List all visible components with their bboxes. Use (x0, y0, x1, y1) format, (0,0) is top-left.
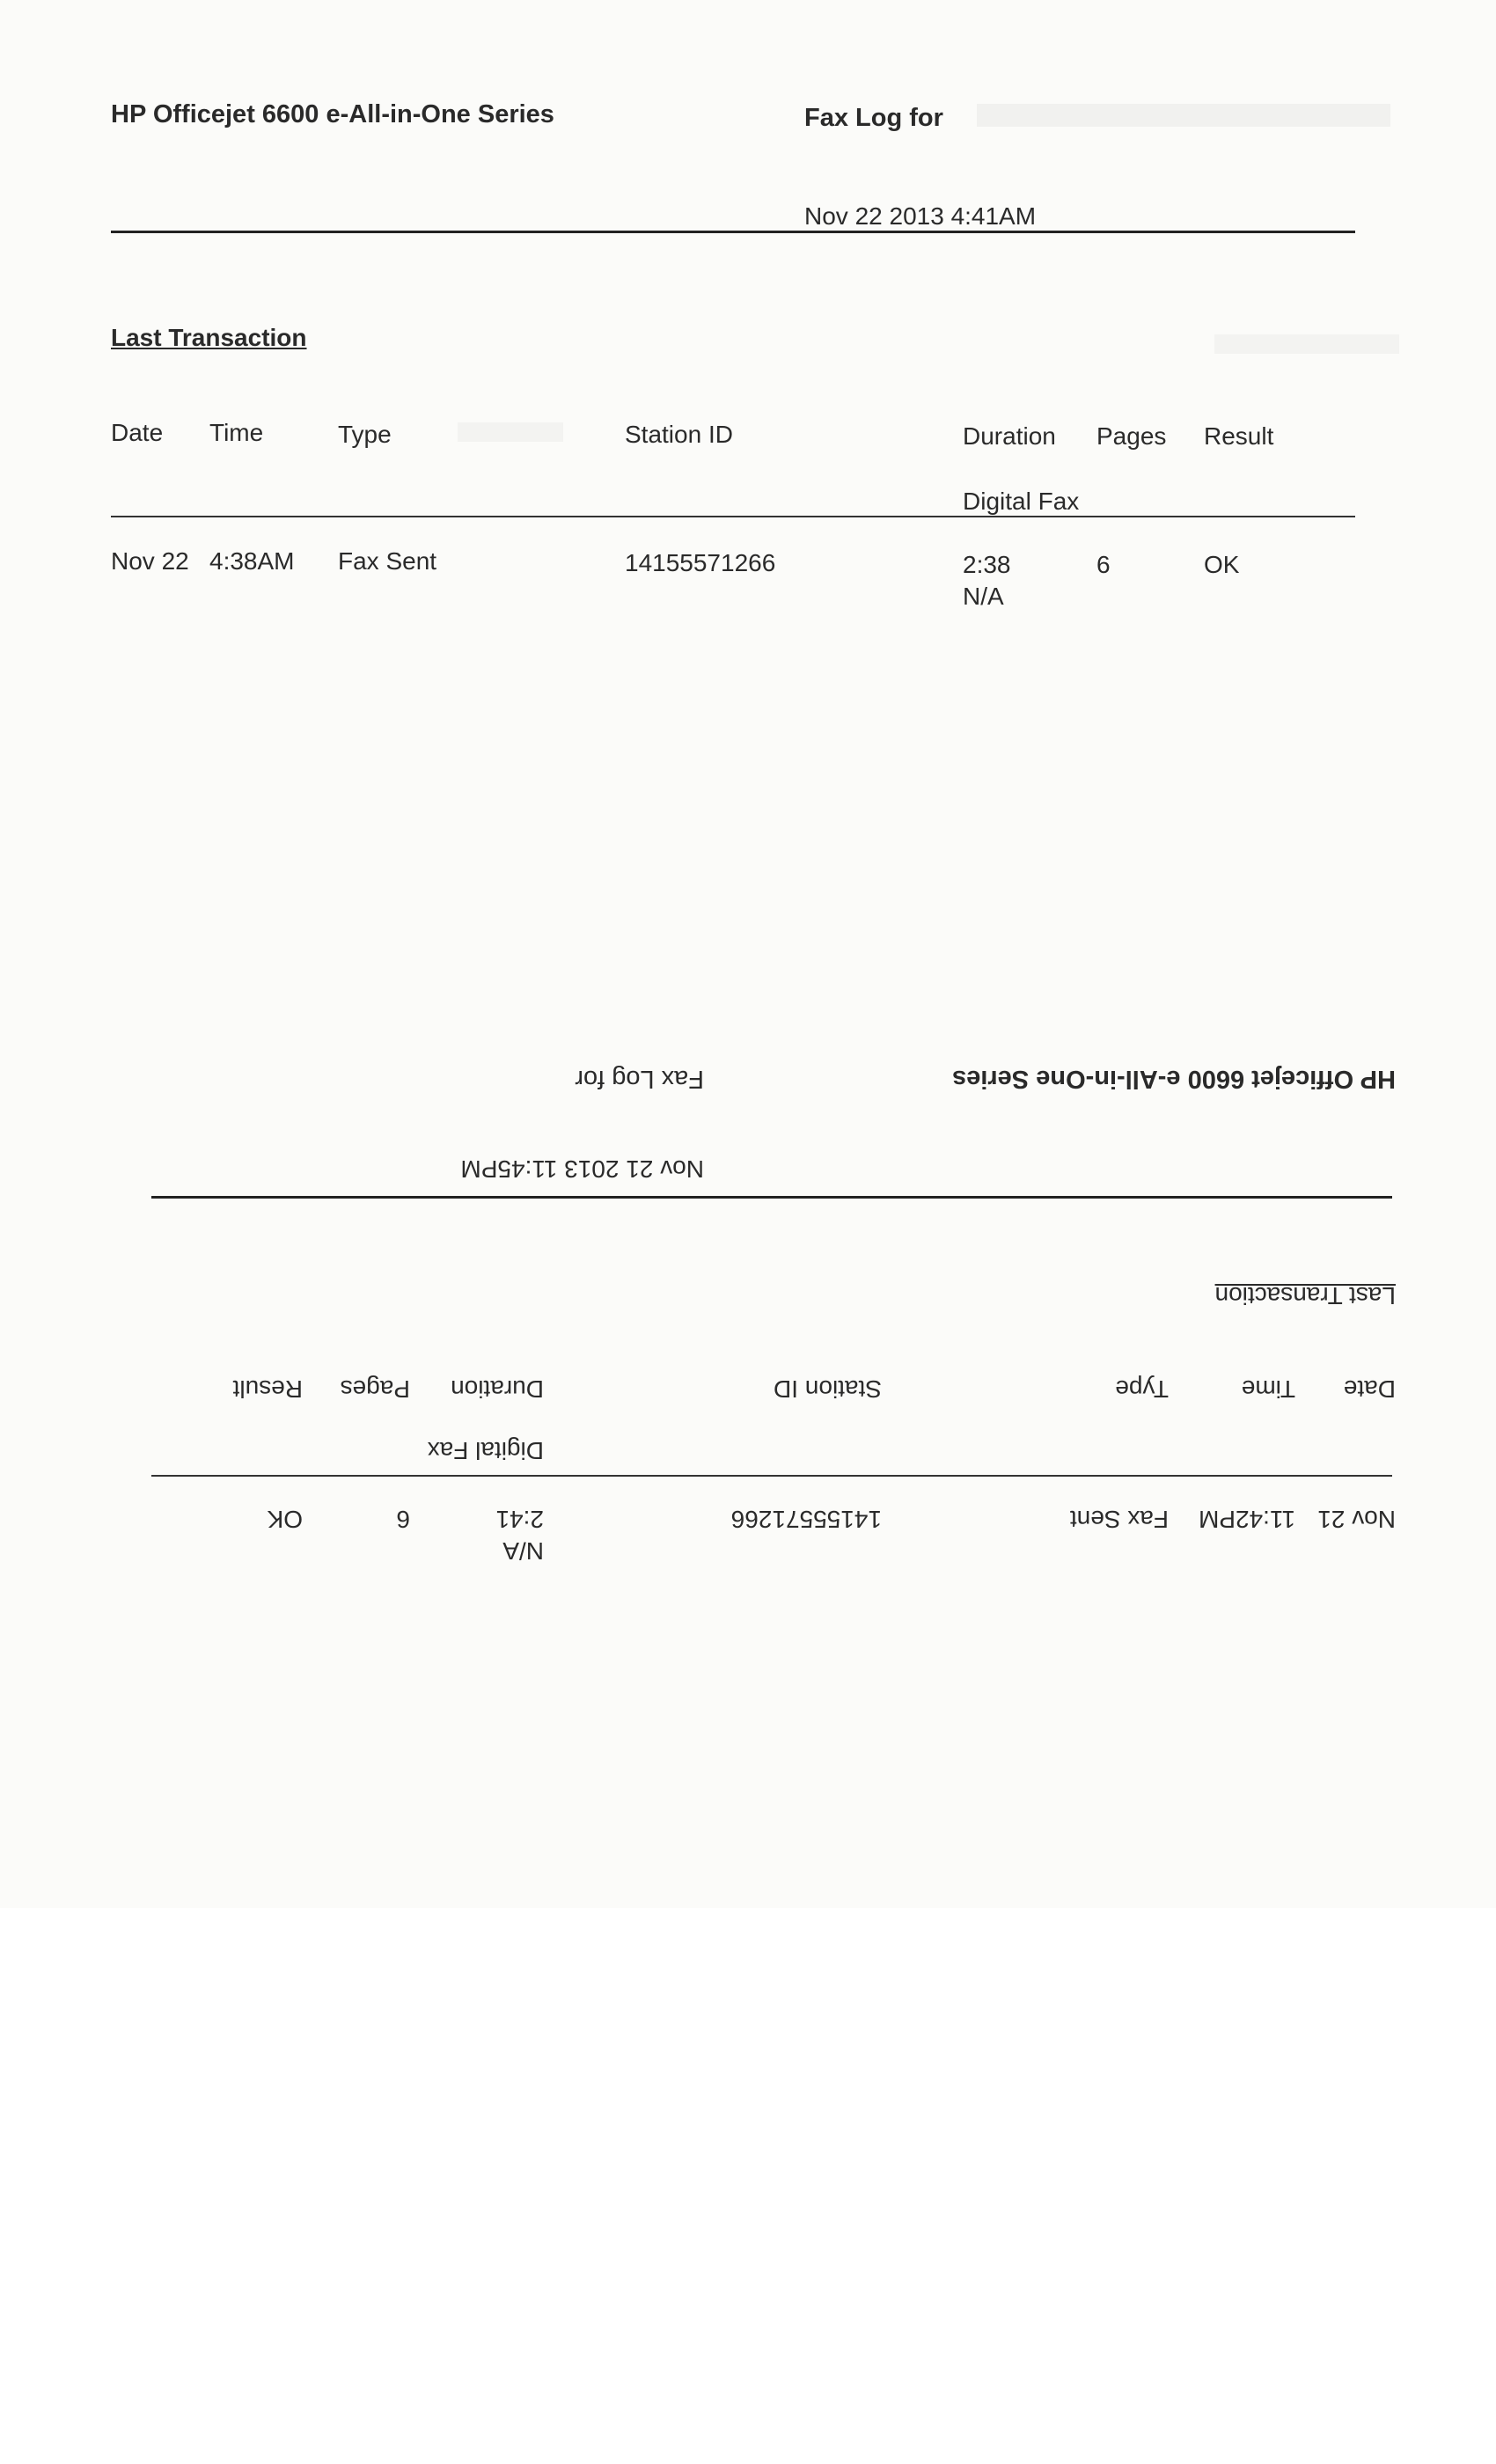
row-digital-fax: N/A (502, 1537, 544, 1565)
header-rule (151, 1196, 1392, 1199)
printer-model: HP Officejet 6600 e-All-in-One Series (952, 1065, 1396, 1093)
column-header-duration: Duration (451, 1375, 544, 1403)
row-pages: 6 (396, 1506, 410, 1533)
table-rule (151, 1475, 1392, 1477)
row-date: Nov 21 (1317, 1506, 1396, 1533)
row-pages: 6 (1096, 551, 1111, 578)
row-date: Nov 22 (111, 547, 189, 575)
column-subheader-digital-fax: Digital Fax (427, 1437, 544, 1464)
column-header-pages: Pages (1096, 422, 1167, 450)
row-type: Fax Sent (1069, 1506, 1169, 1533)
fax-log-upright (0, 0, 1496, 954)
column-header-result: Result (1204, 422, 1274, 450)
row-time: 4:38AM (209, 547, 295, 575)
column-header-time: Time (1241, 1375, 1295, 1403)
report-datetime: Nov 22 2013 4:41AM (804, 202, 1037, 230)
column-header-station-id: Station ID (774, 1375, 882, 1403)
section-title: Last Transaction (111, 324, 307, 351)
column-subheader-digital-fax: Digital Fax (963, 488, 1080, 515)
row-time: 11:42PM (1199, 1506, 1295, 1533)
row-duration: 2:41 (495, 1506, 544, 1533)
section-title: Last Transaction (1214, 1282, 1396, 1309)
column-header-time: Time (209, 419, 264, 446)
report-title: Fax Log for (575, 1065, 704, 1093)
column-header-station-id: Station ID (625, 421, 733, 448)
column-header-duration: Duration (963, 422, 1056, 450)
row-result: OK (1204, 551, 1240, 578)
row-result: OK (267, 1506, 303, 1533)
column-header-pages: Pages (340, 1375, 410, 1403)
row-station-id: 14155571266 (625, 549, 776, 576)
fax-log-inverted (0, 954, 1496, 1908)
table-rule (111, 516, 1355, 517)
column-header-type: Type (1115, 1375, 1169, 1403)
header-rule (111, 231, 1355, 233)
column-header-type: Type (338, 421, 392, 448)
row-digital-fax: N/A (963, 583, 1004, 610)
column-header-result: Result (232, 1375, 303, 1403)
row-station-id: 14155571266 (730, 1506, 882, 1533)
column-header-date: Date (1343, 1375, 1396, 1403)
report-datetime: Nov 21 2013 11:45PM (460, 1155, 704, 1183)
report-title: Fax Log for (804, 104, 943, 132)
column-header-date: Date (111, 419, 164, 446)
printer-model: HP Officejet 6600 e-All-in-One Series (111, 100, 554, 128)
page-margin (0, 1908, 1496, 2464)
row-duration: 2:38 (963, 551, 1011, 578)
row-type: Fax Sent (338, 547, 437, 575)
